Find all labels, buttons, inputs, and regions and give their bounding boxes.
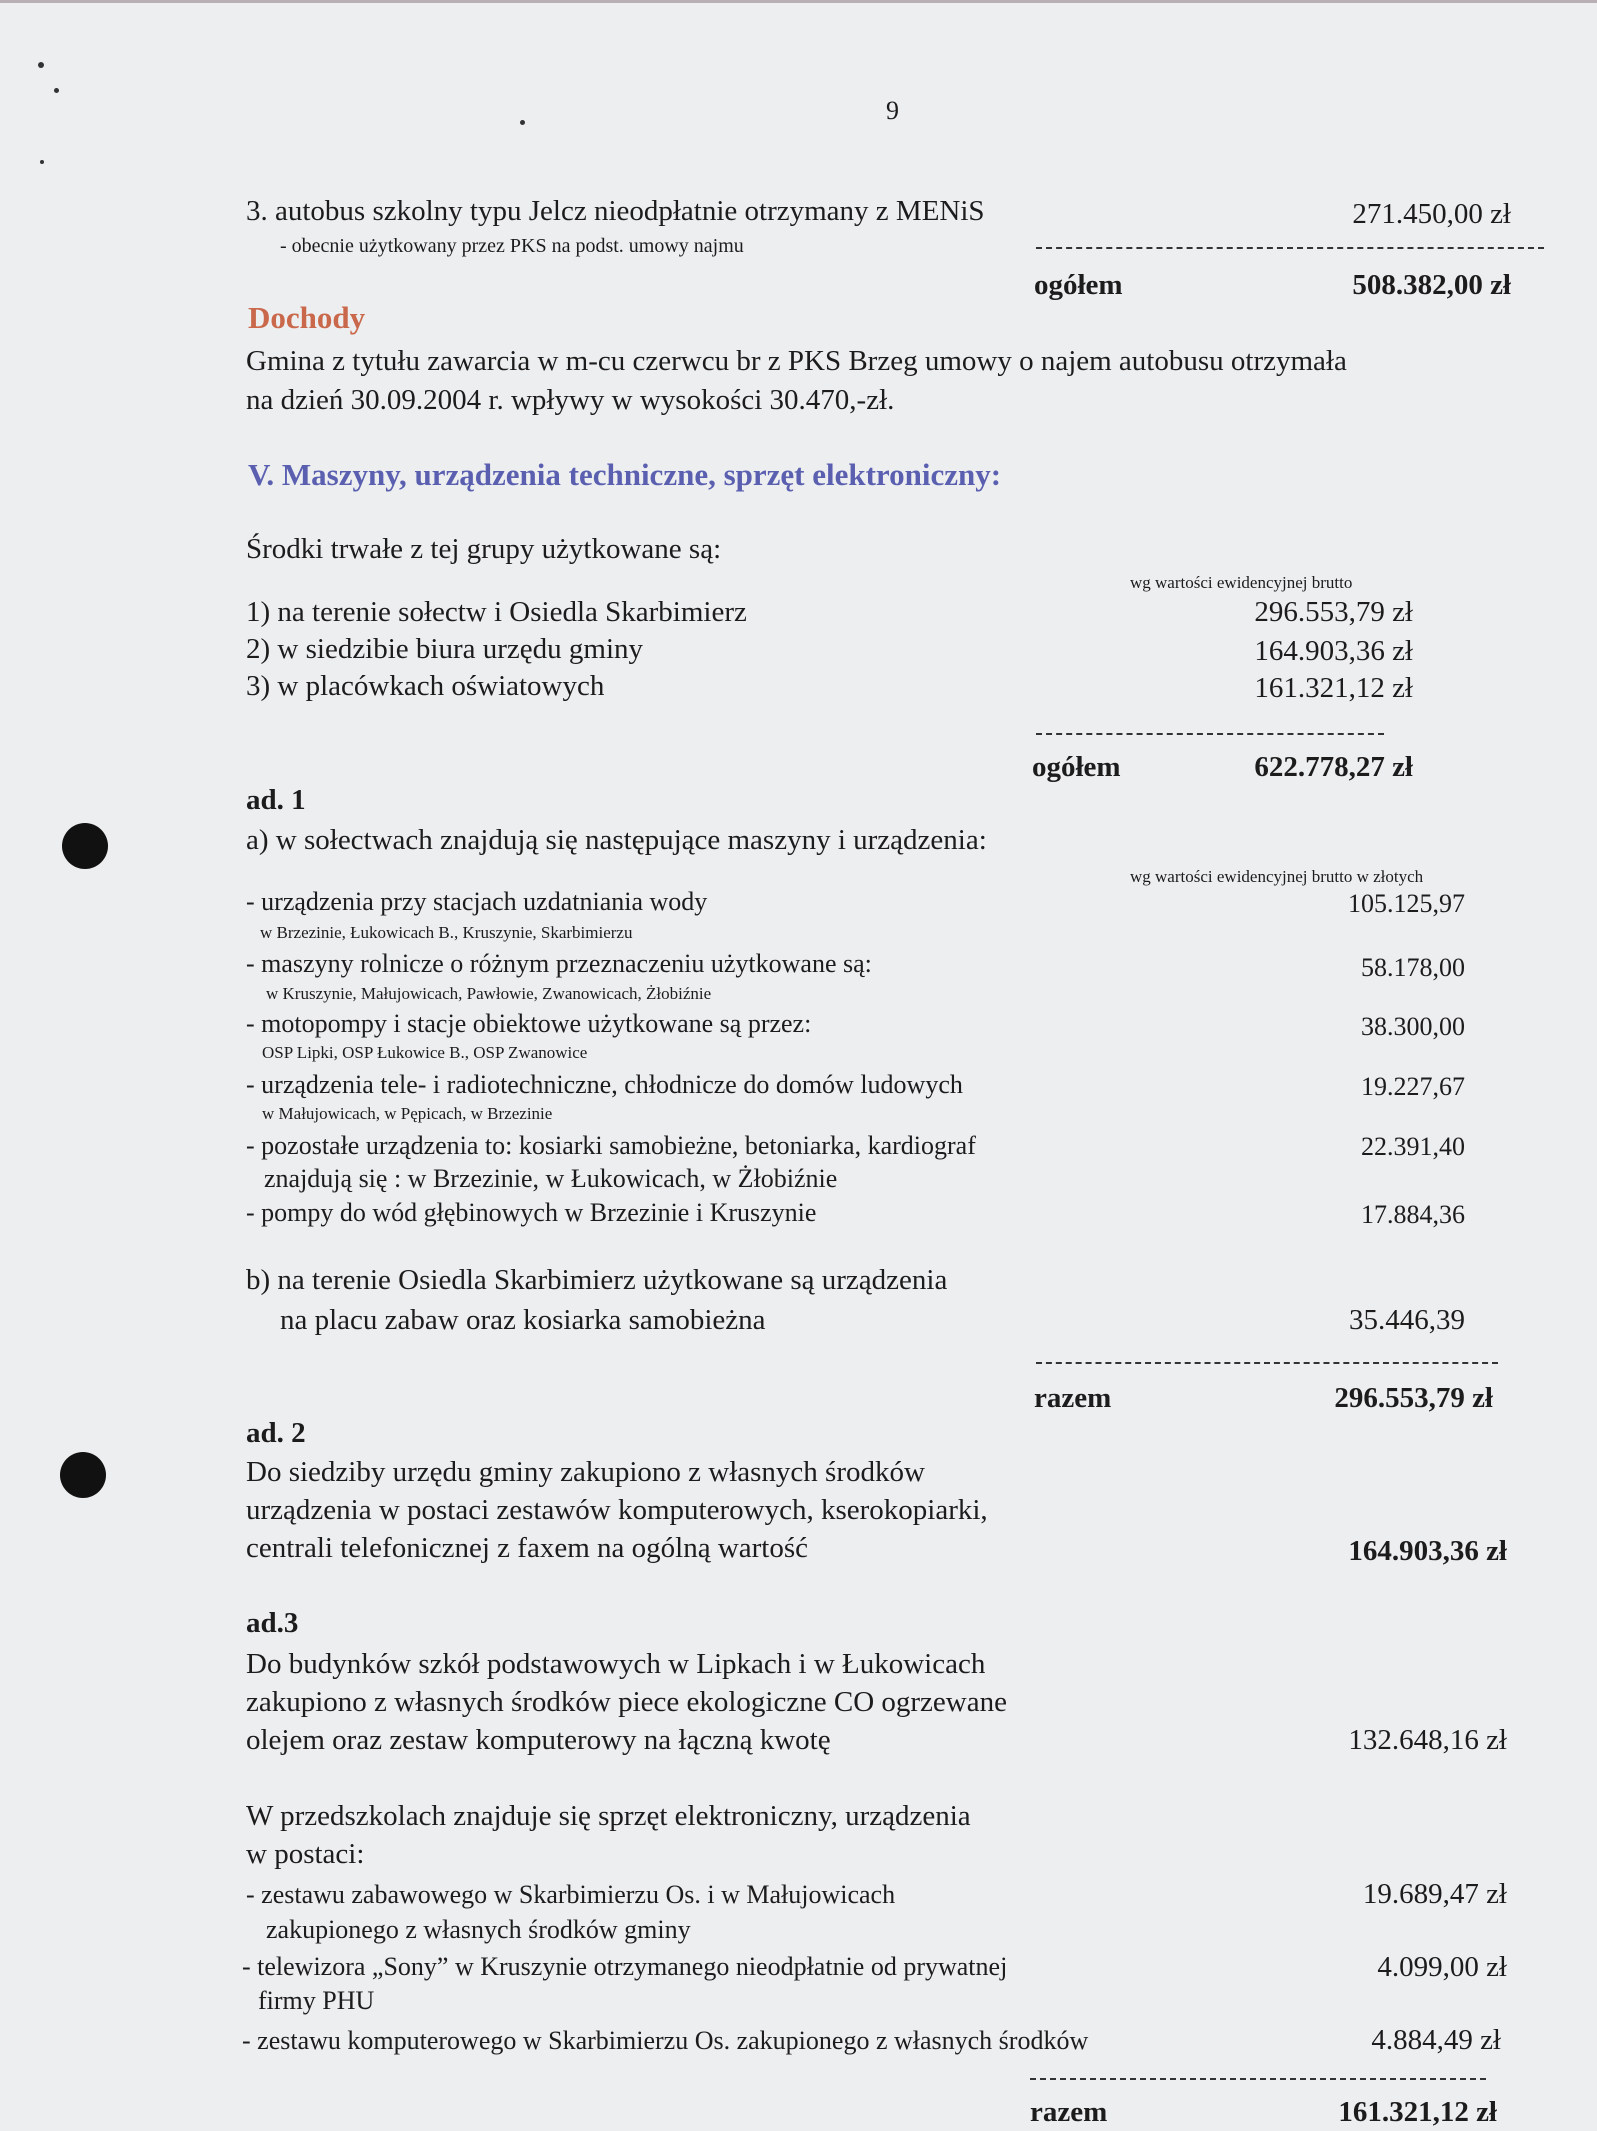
list-item-amount: 161.321,12 zł [1254,672,1413,704]
list-item-sub: znajdują się : w Brzezinie, w Łukowicach, w Żłobiźnie [264,1164,838,1193]
list-item-label: 1) na terenie sołectw i Osiedla Skarbimierz [246,596,747,628]
ad3-line: olejem oraz zestaw komputerowy na łączną kwotę [246,1724,831,1756]
ad1-b-line: b) na terenie Osiedla Skarbimierz użytkowane są urządzenia [246,1264,948,1296]
przedszkola-line: w postaci: [246,1838,365,1870]
total-label: ogółem [1034,269,1123,301]
section-v-intro: Środki trwałe z tej grupy użytkowane są: [246,533,722,565]
list-item-sub: OSP Lipki, OSP Łukowice B., OSP Zwanowice [262,1043,588,1062]
list-item-sub: w Kruszynie, Małujowicach, Pawłowie, Zwanowicach, Żłobiźnie [266,984,712,1003]
ad3-line: zakupiono z własnych środków piece ekologiczne CO ogrzewane [246,1686,1007,1718]
list-item-amount: 38.300,00 [1361,1012,1465,1041]
list-item-label: 3) w placówkach oświatowych [246,670,605,702]
column-header: wg wartości ewidencyjnej brutto w złotych [1130,867,1424,886]
dochody-line: na dzień 30.09.2004 r. wpływy w wysokości 30.470,-zł. [246,384,895,416]
dochody-heading: Dochody [248,300,366,335]
punch-hole [62,823,108,869]
ad3-heading: ad.3 [246,1607,299,1639]
list-item-amount: 4.884,49 zł [1371,2024,1501,2056]
list-item-amount: 22.391,40 [1361,1132,1465,1161]
ad2-heading: ad. 2 [246,1417,306,1449]
ad3-line: Do budynków szkół podstawowych w Lipkach i w Łukowicach [246,1648,986,1680]
ad2-line: urządzenia w postaci zestawów komputerowych, kserokopiarki, [246,1494,988,1526]
scan-top-edge [0,0,1597,3]
list-item-sub: w Małujowicach, w Pępicach, w Brzezinie [262,1104,553,1123]
column-header: wg wartości ewidencyjnej brutto [1130,573,1353,592]
ad1-heading: ad. 1 [246,784,306,816]
list-item-sub: w Brzezinie, Łukowicach B., Kruszynie, Skarbimierzu [260,923,633,942]
list-item-label: - pozostałe urządzenia to: kosiarki samobieżne, betoniarka, kardiograf [246,1131,976,1160]
list-item-label: 2) w siedzibie biura urzędu gminy [246,633,644,665]
list-item-sub: zakupionego z własnych środków gminy [266,1915,691,1944]
ad1-b-amount: 35.446,39 [1349,1304,1465,1336]
list-item-sub: firmy PHU [258,1986,375,2015]
list-item-amount: 17.884,36 [1361,1200,1465,1229]
list-item-label: - zestawu komputerowego w Skarbimierzu Os. zakupionego z własnych środków [242,2026,1089,2055]
list-item-label: - pompy do wód głębinowych w Brzezinie i Kruszynie [246,1198,817,1227]
przedszkola-line: W przedszkolach znajduje się sprzęt elektroniczny, urządzenia [246,1800,971,1832]
total-label: razem [1034,1382,1112,1414]
list-item-amount: 164.903,36 zł [1254,635,1413,667]
total-amount: 161.321,12 zł [1338,2096,1497,2128]
list-item-label: - urządzenia tele- i radiotechniczne, chłodnicze do domów ludowych [246,1070,963,1099]
list-item-label: - maszyny rolnicze o różnym przeznaczeniu użytkowane są: [246,949,872,978]
ad2-line: centrali telefonicznej z faxem na ogólną wartość [246,1532,809,1564]
list-item-label: - urządzenia przy stacjach uzdatniania wody [246,887,708,916]
list-item-label: - telewizora „Sony” w Kruszynie otrzymanego nieodpłatnie od prywatnej [242,1952,1008,1981]
separator-line [1030,2078,1486,2080]
scan-speck [38,62,44,68]
list-item-amount: 19.227,67 [1361,1072,1465,1101]
scan-speck [40,160,44,164]
page-number: 9 [886,96,899,125]
list-item-label: - zestawu zabawowego w Skarbimierzu Os. i w Małujowicach [246,1880,896,1909]
total-amount: 508.382,00 zł [1352,269,1511,301]
ad3-amount: 132.648,16 zł [1348,1724,1507,1756]
item3-amount: 271.450,00 zł [1352,198,1511,230]
ad1-b-line: na placu zabaw oraz kosiarka samobieżna [280,1304,766,1336]
list-item-amount: 105.125,97 [1348,889,1465,918]
separator-line [1036,247,1544,249]
list-item-amount: 58.178,00 [1361,953,1465,982]
total-label: ogółem [1032,751,1121,783]
ad2-amount: 164.903,36 zł [1348,1535,1507,1567]
dochody-line: Gmina z tytułu zawarcia w m-cu czerwcu br z PKS Brzeg umowy o najem autobusu otrzymała [246,345,1347,377]
total-amount: 296.553,79 zł [1334,1382,1493,1414]
item3-label: 3. autobus szkolny typu Jelcz nieodpłatnie otrzymany z MENiS [246,195,985,227]
scan-speck [54,88,59,93]
list-item-amount: 296.553,79 zł [1254,596,1413,628]
total-amount: 622.778,27 zł [1254,751,1413,783]
list-item-amount: 4.099,00 zł [1377,1951,1507,1983]
punch-hole [60,1452,106,1498]
section-v-heading: V. Maszyny, urządzenia techniczne, sprzęt elektroniczny: [248,457,1002,492]
list-item-amount: 19.689,47 zł [1362,1878,1507,1910]
ad2-line: Do siedziby urzędu gminy zakupiono z własnych środków [246,1456,925,1488]
item3-note: - obecnie użytkowany przez PKS na podst. umowy najmu [280,235,744,257]
separator-line [1036,733,1384,735]
total-label: razem [1030,2096,1108,2128]
list-item-label: - motopompy i stacje obiektowe użytkowane są przez: [246,1009,812,1038]
ad1-intro: a) w sołectwach znajdują się następujące maszyny i urządzenia: [246,824,987,856]
separator-line [1036,1362,1498,1364]
scan-speck [520,120,525,125]
